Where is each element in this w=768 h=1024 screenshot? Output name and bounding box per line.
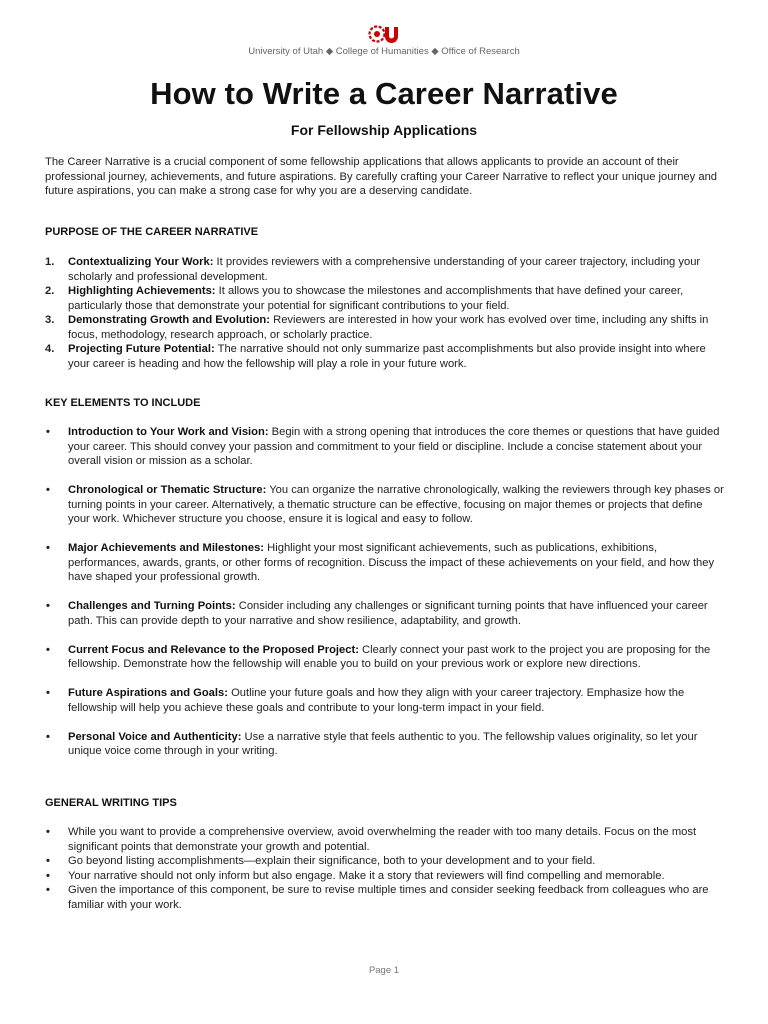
bullet-icon: • (46, 884, 50, 896)
purpose-list-item (45, 342, 725, 371)
list-number: 1. (45, 256, 55, 268)
bullet-icon: • (46, 643, 50, 656)
bullet-icon: • (46, 730, 50, 743)
item-term: Demonstrating Growth and Evolution: (68, 314, 270, 326)
bullet-icon: • (46, 542, 50, 554)
list-number: 2. (45, 285, 55, 297)
affiliation-line: University of Utah ◆ College of Humanities ◆ Office of Research (248, 46, 520, 57)
item-term: Contextualizing Your Work: (68, 256, 214, 268)
page-subtitle: For Fellowship Applications (290, 122, 478, 138)
item-text: Reviewers are interested in how your work has evolved over time, including any shifts in focus, methodology, research approach, or scholarly practice. (68, 314, 709, 341)
item-text: Use a narrative style that feels authentic to you. The fellowship values originality, so let your unique voice come through in your writing. (68, 730, 698, 757)
item-text: Outline your future goals and how they align with your career trajectory. Emphasize how the fellowship will help you achieve these goals and contribute to your long-term impact in your field. (68, 687, 685, 714)
bullet-icon: • (46, 687, 50, 699)
page-title: How to Write a Career Narrative (150, 76, 618, 111)
item-text: The narrative should not only summarize past accomplishments but also provide insight into where your career is heading and how the fellowship will play a role in your future work. (68, 343, 706, 370)
bullet-icon: • (46, 826, 50, 838)
bullet-icon: • (46, 869, 50, 882)
item-text: Consider including any challenges or significant turning points that have influenced your career path. This can provide depth to your narrative and show resilience, adaptability, and growth. (68, 600, 708, 627)
key-element-item (45, 541, 725, 585)
key-element-item (45, 643, 725, 672)
list-number: 4. (45, 343, 55, 355)
item-term: Current Focus and Relevance to the Proposed Project: (68, 643, 359, 656)
tip-text: Go beyond listing accomplishments—explain their significance, both to your development and to your field. (68, 855, 596, 867)
tip-item (45, 825, 725, 854)
tip-item (45, 883, 725, 912)
item-term: Highlighting Achievements: (68, 285, 216, 297)
list-number: 3. (45, 314, 55, 326)
item-term: Chronological or Thematic Structure: (68, 484, 267, 496)
bullet-icon: • (46, 600, 50, 612)
key-element-item (45, 599, 725, 628)
item-text: Begin with a strong opening that introduces the core themes or questions that have guided your career. This should convey your passion and commitment to your field or discipline. Include a concise statement about your overall vision or mission as a scholar. (68, 426, 720, 467)
item-term: Introduction to Your Work and Vision: (68, 426, 269, 438)
university-of-utah-logo-icon (368, 24, 400, 44)
key-element-item (45, 730, 725, 759)
key-elements-list (45, 425, 725, 773)
purpose-list (45, 255, 725, 371)
purpose-list-item (45, 313, 725, 342)
section-heading-tips: GENERAL WRITING TIPS (45, 797, 177, 809)
bullet-icon: • (46, 855, 50, 867)
section-heading-key-elements: KEY ELEMENTS TO INCLUDE (45, 397, 201, 409)
bullet-icon: • (46, 484, 50, 496)
tips-list (45, 825, 725, 912)
key-element-item (45, 483, 725, 527)
item-term: Challenges and Turning Points: (68, 600, 236, 612)
tip-item (45, 869, 725, 884)
page-number: Page 1 (368, 965, 400, 976)
purpose-list-item (45, 284, 725, 313)
item-text: It allows you to showcase the milestones and accomplishments that have defined your career, particularly those that demonstrate your potential for significant contributions to your field. (68, 285, 684, 312)
key-element-item (45, 425, 725, 469)
item-text: Clearly connect your past work to the project you are proposing for the fellowship. Demonstrate how the fellowship will enable you to build on your previous work or explore new directions. (68, 643, 711, 670)
item-text: You can organize the narrative chronologically, walking the reviewers through key phases or turning points in your career. Alternatively, a thematic structure can be effective, focusing on major themes or projects that define your work. Whichever structure you choose, ensure it is logical and easy to follow. (68, 484, 724, 525)
item-text: Highlight your most significant achievements, such as publications, exhibitions, performances, awards, grants, or other forms of recognition. Discuss the impact of these achievements on your field, and how they have shaped your professional growth. (68, 542, 715, 583)
tip-item (45, 854, 725, 869)
section-heading-purpose: PURPOSE OF THE CAREER NARRATIVE (45, 226, 259, 238)
intro-paragraph: The Career Narrative is a crucial component of some fellowship applications that allows applicants to provide an account of their professional journey, achievements, and future aspirations. By carefully crafting your Career Narrative to reflect your unique journey and future aspirations, you can make a strong case for why you are a deserving candidate. (45, 156, 718, 197)
purpose-list-item (45, 255, 725, 284)
key-element-item (45, 686, 725, 715)
item-term: Major Achievements and Milestones: (68, 542, 265, 554)
tip-text: Your narrative should not only inform but also engage. Make it a story that reviewers will find compelling and memorable. (68, 869, 665, 882)
item-term: Projecting Future Potential: (68, 343, 215, 355)
tip-text: Given the importance of this component, be sure to revise multiple times and consider seeking feedback from colleagues who are familiar with your work. (68, 884, 709, 911)
bullet-icon: • (46, 426, 50, 438)
item-term: Personal Voice and Authenticity: (68, 730, 242, 743)
item-text: It provides reviewers with a comprehensive understanding of your career trajectory, including your scholarly and professional development. (68, 256, 701, 283)
tip-text: While you want to provide a comprehensive overview, avoid overwhelming the reader with too many details. Focus on the most significant points that demonstrate your growth and potential. (68, 826, 697, 853)
item-term: Future Aspirations and Goals: (68, 687, 228, 699)
